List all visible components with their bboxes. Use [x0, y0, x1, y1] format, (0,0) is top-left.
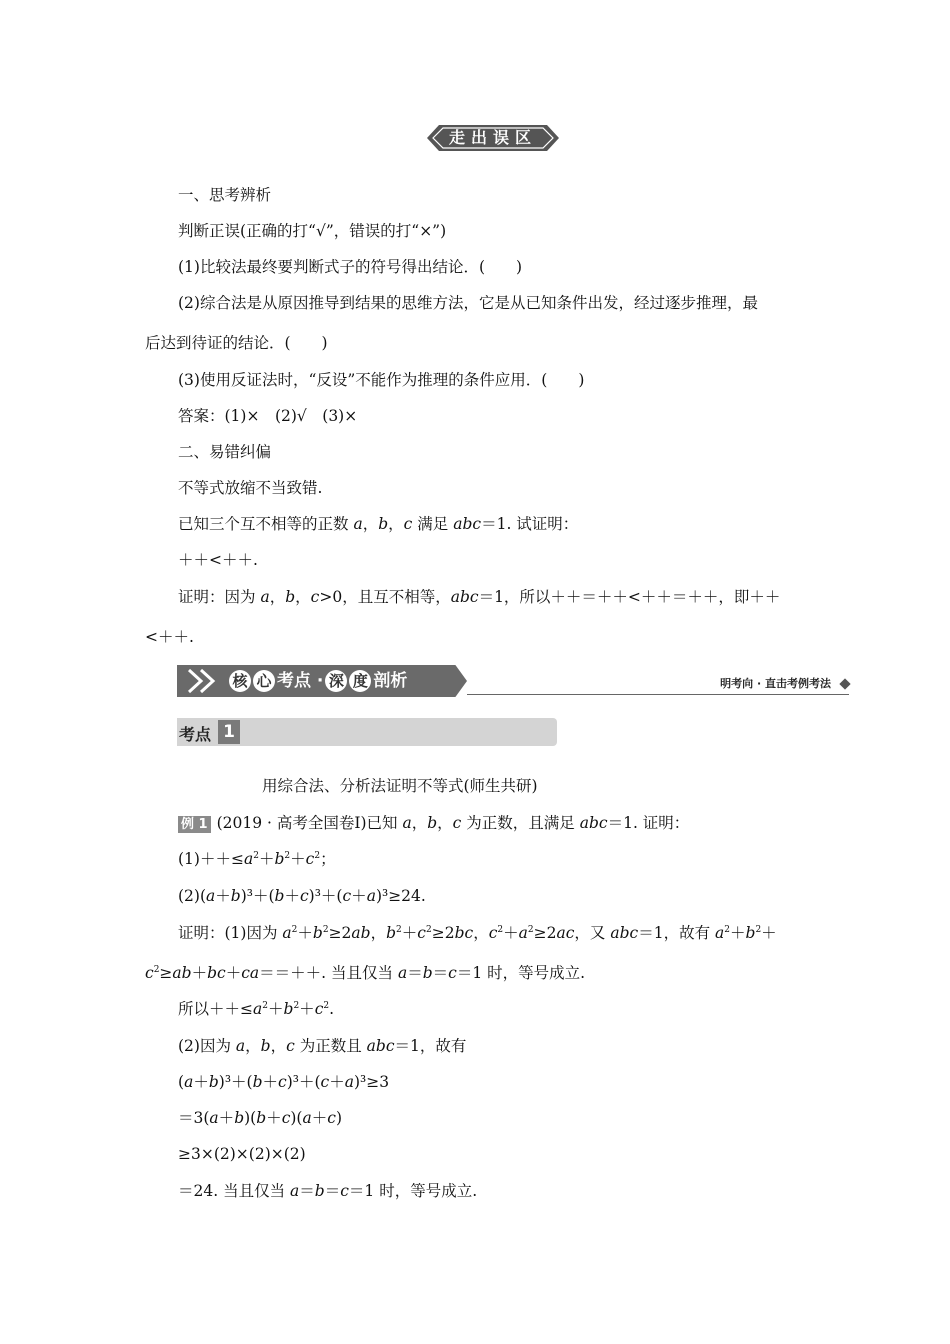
- banner-rule: [467, 694, 849, 695]
- diamond-icon: [839, 678, 850, 689]
- example-part-1: $(1)++\le a^2+b^2+c^2$；: [178, 850, 336, 868]
- proof-2-line1: (2)因为 a，b，c 为正数且 abc＝1，故有: [178, 1037, 467, 1055]
- problem-statement: 已知三个互不相等的正数 a，b，c 满足 abc＝1. 试证明：: [178, 515, 579, 533]
- problem-inequality: ＋＋<＋＋.: [178, 551, 258, 569]
- question-3: (3)使用反证法时，“反设”不能作为推理的条件应用．( ): [178, 371, 585, 389]
- answer: 答案：(1)× (2)√ (3)×: [178, 407, 358, 425]
- proof-1-line1: 证明：(1)因为 $a^2+b^2\ge 2ab$，$b^2+c^2\ge 2bc$，$c^2+a^2\ge 2ac$，又 abc＝1，故有 $a^2+b^2+$: [178, 924, 777, 942]
- proof-1-conclusion: 所以$++\le a^2+b^2+c^2$.: [178, 1000, 335, 1018]
- banner-core-title: 核 心 考点 · 深 度 剖析: [229, 665, 407, 697]
- instruction: 判断正误(正确的打“√”，错误的打“×”): [178, 222, 447, 240]
- heading-errors: 二、易错纠偏: [178, 443, 272, 461]
- example-tag: 例 1: [178, 816, 211, 833]
- banner-title: 走出误区: [448, 128, 537, 147]
- proof-line2: <＋＋.: [145, 628, 194, 646]
- question-2-line1: (2)综合法是从原因推导到结果的思维方法，它是从已知条件出发，经过逐步推理，最: [178, 294, 758, 312]
- proof-2-eq1: (a＋b)³＋(b＋c)³＋(c＋a)³≥3: [178, 1073, 390, 1091]
- proof-line1: 证明：因为 a，b，c>0，且互不相等，abc＝1，所以＋＋＝＋＋<＋＋＝＋＋，即＋＋: [178, 588, 781, 606]
- question-1: (1)比较法最终要判断式子的符号得出结论．( ): [178, 258, 523, 276]
- proof-2-eq3: ≥3×(2)×(2)×(2): [178, 1145, 306, 1163]
- double-chevron-icon: [185, 667, 225, 695]
- banner-tagline: 明考向 · 直击考例考法: [720, 677, 831, 690]
- section-banner-core: [177, 663, 849, 699]
- error-topic: 不等式放缩不当致错.: [178, 479, 323, 497]
- topic-number: 1: [218, 720, 240, 744]
- section-banner-mistakes: [425, 123, 561, 153]
- proof-2-eq2: ＝3(a＋b)(b＋c)(a＋c): [178, 1109, 342, 1127]
- topic-bar: [177, 718, 557, 746]
- heading-thinking: 一、思考辨析: [178, 186, 272, 204]
- example-part-2: (2)(a＋b)³＋(b＋c)³＋(c＋a)³≥24.: [178, 887, 426, 905]
- topic-label: 考点: [179, 725, 212, 744]
- question-2-line2: 后达到待证的结论．( ): [145, 334, 328, 352]
- proof-1-line2: $c^2\ge ab+bc+ca==++$. 当且仅当 a＝b＝c＝1 时，等号成立.: [145, 964, 586, 982]
- example-stem: 例 1 (2019 · 高考全国卷Ⅰ)已知 a，b，c 为正数，且满足 abc＝1. 证明：: [178, 813, 689, 833]
- proof-2-eq4: ＝24. 当且仅当 a＝b＝c＝1 时，等号成立.: [178, 1182, 478, 1200]
- example-section-title: 用综合法、分析法证明不等式(师生共研): [262, 777, 538, 795]
